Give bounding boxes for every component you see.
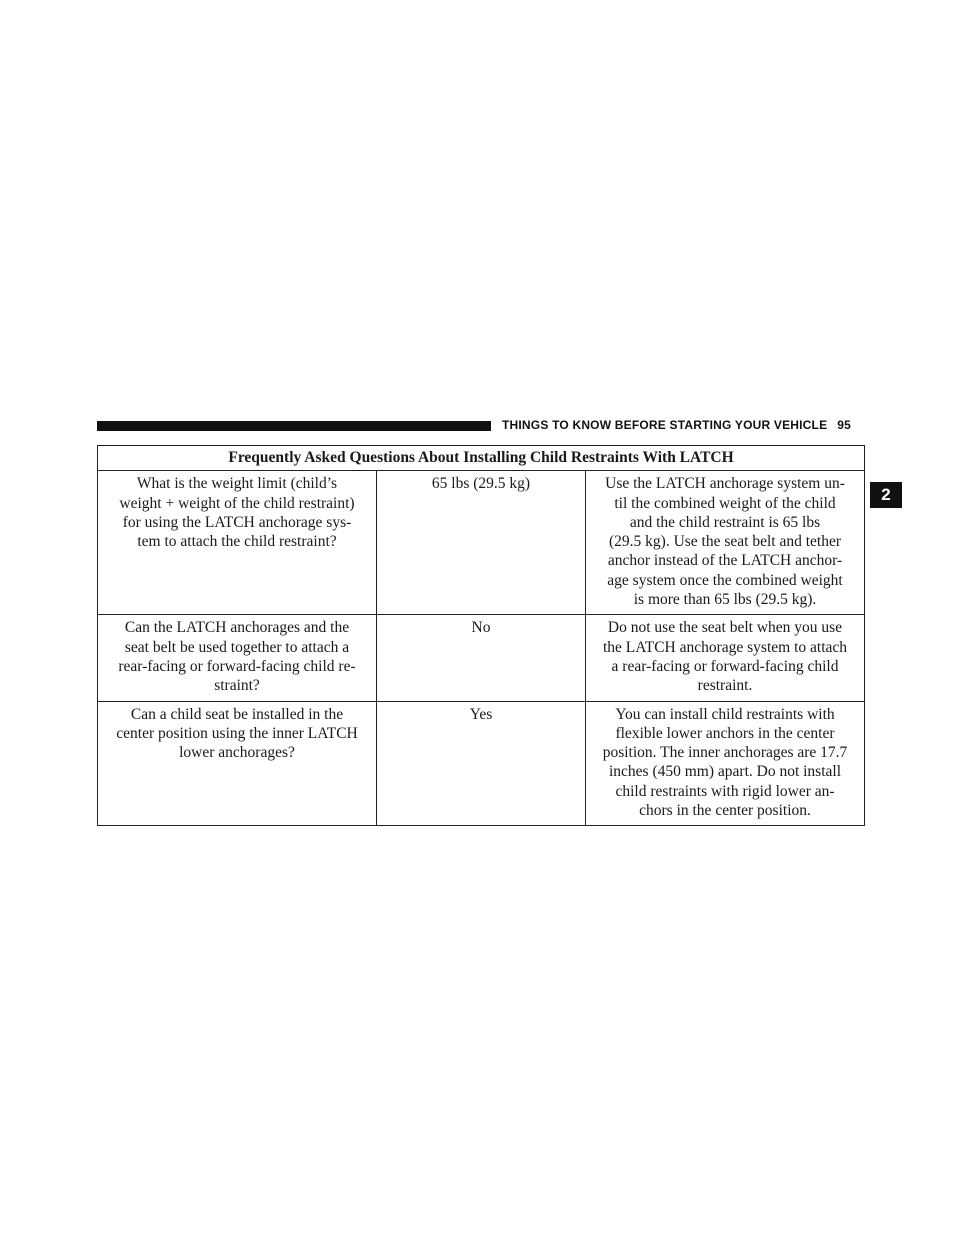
answer-cell: [377, 615, 586, 701]
explanation-cell: [586, 471, 865, 615]
running-header: [502, 418, 851, 432]
explanation-cell: [586, 701, 865, 826]
text-line: child restraints with rigid lower an-: [615, 782, 835, 800]
text-line: for using the LATCH anchorage sys-: [122, 513, 352, 531]
text-line: is more than 65 lbs (29.5 kg).: [633, 591, 817, 609]
section-title: THINGS TO KNOW BEFORE STARTING YOUR VEHICLE: [502, 418, 828, 432]
text-line: seat belt be used together to attach a: [124, 638, 350, 656]
table-row: [98, 701, 865, 826]
text-line: You can install child restraints with: [615, 705, 835, 723]
text-line: age system once the combined weight: [607, 571, 843, 589]
answer-text: 65 lbs (29.5 kg): [431, 475, 531, 493]
answer-cell: [377, 471, 586, 615]
text-line: Use the LATCH anchorage system un-: [605, 475, 845, 493]
text-line: inches (450 mm) apart. Do not install: [608, 763, 842, 781]
text-line: weight + weight of the child restraint): [119, 494, 355, 512]
text-line: (29.5 kg). Use the seat belt and tether: [609, 533, 841, 551]
question-cell: [98, 701, 377, 826]
text-line: Do not use the seat belt when you use: [607, 619, 843, 637]
question-cell: [98, 615, 377, 701]
text-line: chors in the center position.: [639, 802, 811, 820]
text-line: til the combined weight of the child: [614, 494, 836, 512]
text-line: Can a child seat be installed in the: [130, 705, 344, 723]
text-line: straint?: [214, 677, 260, 695]
text-line: What is the weight limit (child’s: [136, 475, 338, 493]
answer-text: No: [471, 619, 491, 637]
faq-table: [97, 445, 865, 826]
text-line: position. The inner anchorages are 17.7: [602, 744, 848, 762]
text-line: flexible lower anchors in the center: [615, 724, 835, 742]
text-line: center position using the inner LATCH: [116, 724, 358, 742]
question-cell: [98, 471, 377, 615]
text-line: lower anchorages?: [179, 744, 295, 762]
text-line: a rear-facing or forward-facing child: [611, 657, 839, 675]
table-title: Frequently Asked Questions About Installing Child Restraints With LATCH: [98, 446, 865, 471]
text-line: Can the LATCH anchorages and the: [124, 619, 350, 637]
table-header-row: [98, 446, 865, 471]
text-line: anchor instead of the LATCH anchor-: [607, 552, 843, 570]
table-row: [98, 615, 865, 701]
text-line: tem to attach the child restraint?: [137, 533, 337, 551]
table-row: [98, 471, 865, 615]
text-line: restraint.: [697, 677, 753, 695]
text-line: rear-facing or forward-facing child re-: [118, 657, 356, 675]
answer-text: Yes: [469, 705, 493, 723]
chapter-tab: 2: [870, 482, 902, 508]
page-number: 95: [837, 418, 852, 432]
explanation-cell: [586, 615, 865, 701]
header-rule: [97, 421, 491, 431]
text-line: the LATCH anchorage system to attach: [602, 638, 848, 656]
text-line: and the child restraint is 65 lbs: [629, 513, 821, 531]
answer-cell: [377, 701, 586, 826]
